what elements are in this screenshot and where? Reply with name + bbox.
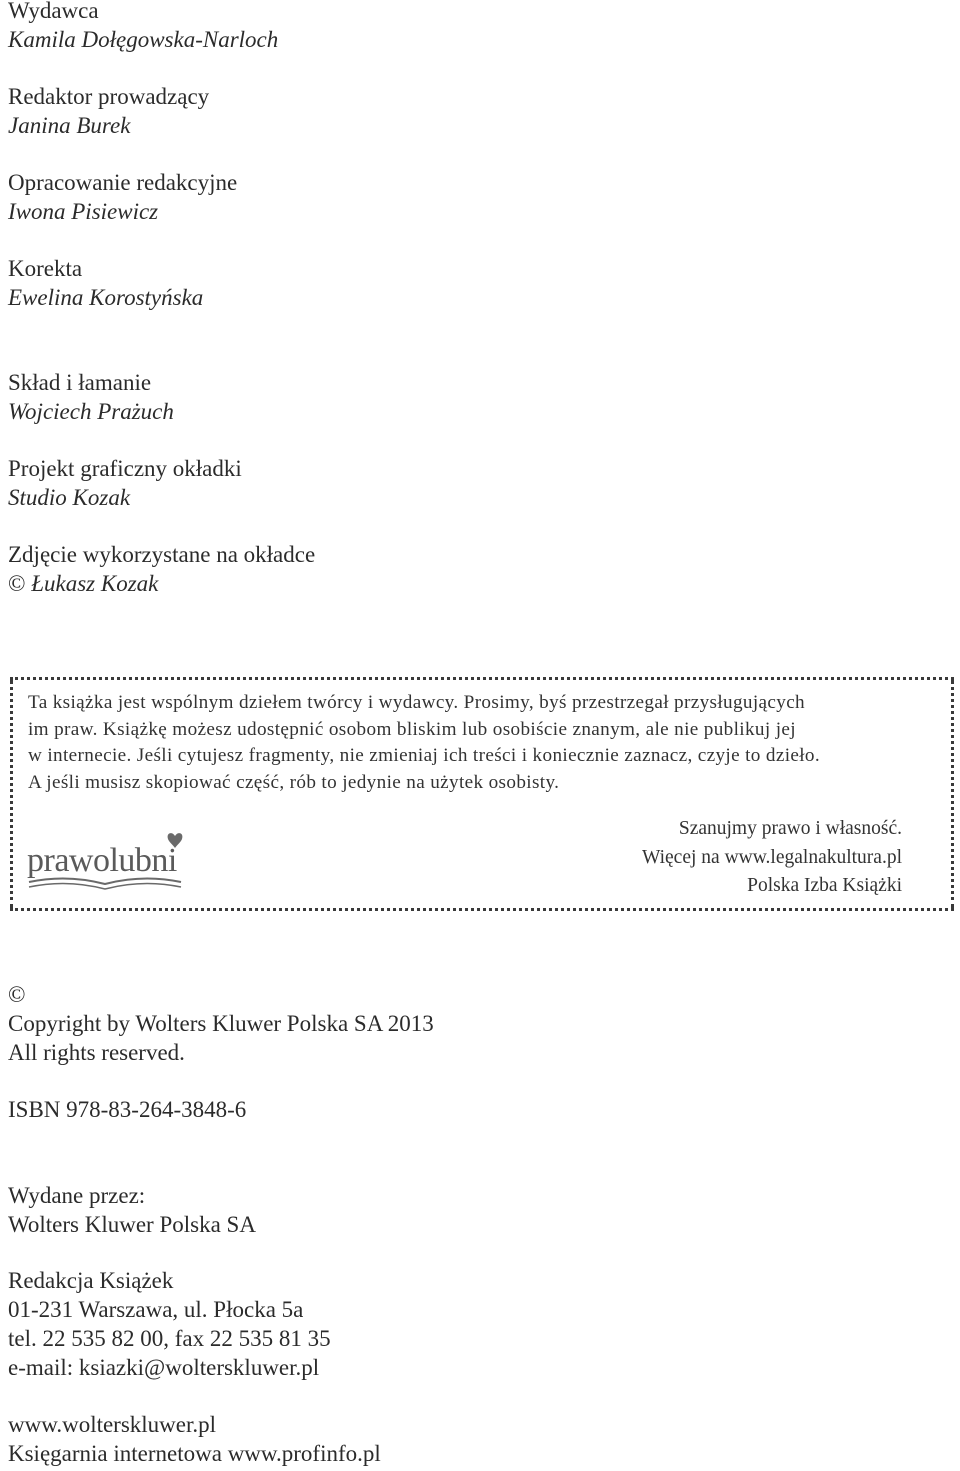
rights-reserved: All rights reserved. — [8, 1040, 185, 1065]
department: Redakcja Książek — [8, 1268, 174, 1293]
credit-role: Opracowanie redakcyjne — [8, 170, 238, 195]
isbn-number: ISBN 978-83-264-3848-6 — [8, 1097, 247, 1122]
copyright-icon: © — [8, 982, 26, 1007]
website-link[interactable]: www.wolterskluwer.pl — [8, 1412, 217, 1437]
email-address[interactable]: e-mail: ksiazki@wolterskluwer.pl — [8, 1355, 320, 1380]
credit-proofreading — [8, 255, 203, 312]
book-heart-icon — [25, 830, 185, 898]
credit-person — [8, 570, 315, 599]
isbn-block — [8, 1095, 246, 1124]
credit-role: Skład i łamanie — [8, 370, 152, 395]
credit-typesetting — [8, 369, 174, 426]
copyright-notice-box — [10, 677, 954, 911]
credit-person: Iwona Pisiewicz — [8, 198, 159, 224]
publisher-block — [8, 1181, 256, 1239]
credit-editing — [8, 169, 237, 226]
credit-role: Zdjęcie wykorzystane na okładce — [8, 542, 316, 567]
credit-cover-photo — [8, 541, 315, 598]
phone-fax: tel. 22 535 82 00, fax 22 535 81 35 — [8, 1326, 331, 1351]
box-border-right — [951, 680, 954, 908]
address-block — [8, 1266, 331, 1382]
credit-person: Janina Burek — [8, 112, 131, 138]
publisher-label: Wydane przez: — [8, 1183, 146, 1208]
credit-cover-design — [8, 455, 242, 512]
logo-text: prawolubni — [27, 842, 177, 879]
photo-author: Łukasz Kozak — [31, 570, 159, 596]
credit-role: Wydawca — [8, 0, 99, 23]
copyright-icon: © — [8, 570, 26, 596]
credit-lead-editor — [8, 83, 209, 140]
legal-culture-info — [642, 815, 902, 901]
chamber-name: Polska Izba Książki — [747, 875, 902, 896]
credit-person: Studio Kozak — [8, 484, 131, 510]
credit-role: Korekta — [8, 256, 83, 281]
web-block — [8, 1410, 381, 1468]
notice-line: im praw. Książkę możesz udostępnić osobom bliskim lub osobiście znanym, ale nie publikuj jej — [28, 718, 796, 740]
notice-line: A jeśli musisz skopiować część, rób to jedynie na użytek osobisty. — [28, 771, 560, 793]
credit-person: Wojciech Prażuch — [8, 398, 174, 424]
bookstore-link[interactable]: Księgarnia internetowa www.profinfo.pl — [8, 1441, 381, 1466]
credit-role: Projekt graficzny okładki — [8, 456, 242, 481]
respect-law-line: Szanujmy prawo i własność. — [678, 818, 902, 839]
street-address: 01-231 Warszawa, ul. Płocka 5a — [8, 1297, 304, 1322]
legal-culture-link[interactable]: Więcej na www.legalnakultura.pl — [641, 846, 902, 868]
credit-role: Redaktor prowadzący — [8, 84, 210, 109]
copyright-block — [8, 980, 434, 1067]
credit-publisher — [8, 0, 278, 54]
box-border-left — [10, 680, 13, 908]
notice-text — [28, 690, 938, 796]
copyright-text: Copyright by Wolters Kluwer Polska SA 2013 — [8, 1011, 434, 1036]
prawolubni-logo — [25, 830, 185, 898]
credit-person: Ewelina Korostyńska — [8, 284, 204, 310]
notice-line: w internecie. Jeśli cytujesz fragmenty, nie zmieniaj ich treści i koniecznie zaznacz, czyje to dzieło. — [28, 745, 821, 766]
credit-person: Kamila Dołęgowska-Narloch — [8, 26, 279, 52]
publisher-name: Wolters Kluwer Polska SA — [8, 1212, 256, 1237]
notice-line: Ta książka jest wspólnym dziełem twórcy i wydawcy. Prosimy, byś przestrzegał przysługujących — [28, 692, 806, 713]
copyright-line — [8, 980, 434, 1038]
